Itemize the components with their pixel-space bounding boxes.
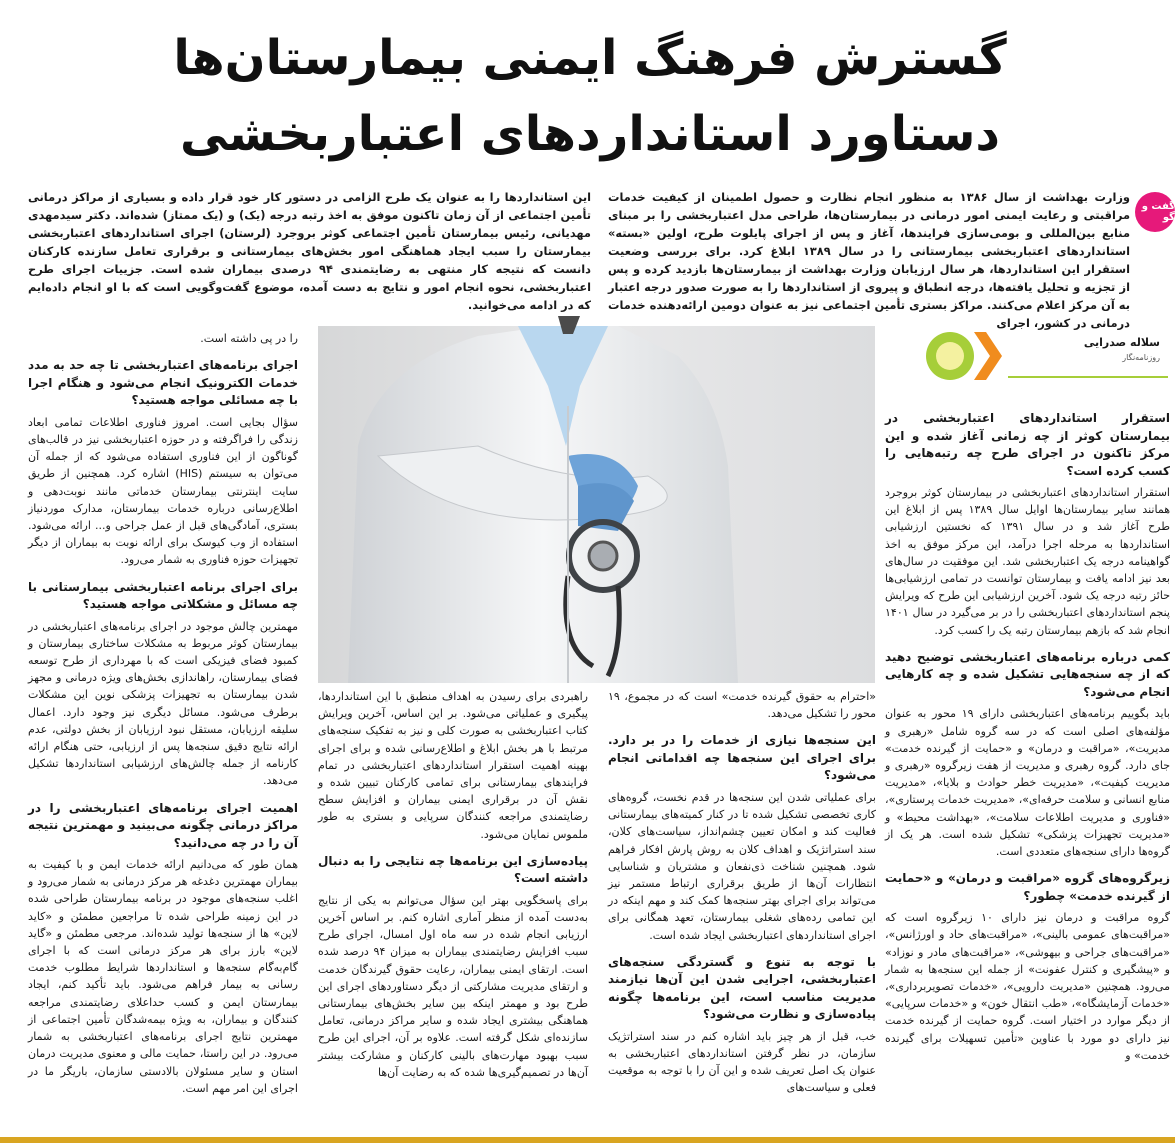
paragraph: باید بگوییم برنامه‌های اعتباربخشی دارای ۱۹ محور به عنوان مؤلفه‌های اصلی است که در سه گروه شامل «رهبری و مدیریت»، «مراقبت و درمان» و «حمایت از گیرنده خدمت» جای دارد. گروه رهبری و مدیریت از هفت زیرگروه «رهبری و مدیریت کیفیت»، «مدیریت خطر حوادث و بلایا»، «مدیریت منابع انسانی و سلامت حرفه‌ای»، «مدیریت خدمات پرستاری»، «فناوری و مدیریت اطلاعات سلامت»، «بهداشت محیط» و «مدیریت تجهیزات پزشکی» تشکیل شده است. هر یک از گروه‌ها دارای سنجه‌های متعددی است. xyxy=(885,707,1170,858)
paragraph: برای عملیاتی شدن این سنجه‌ها در قدم نخست، گروه‌های کاری تخصصی تشکیل شده تا در کنار کمیته‌های بیمارستانی فعالیت کند و امکان تعیین چشم‌انداز، سیاست‌های کلان، سند استراتژیک و اهداف کلان به روش پارش افکار فراهم شود. همچنین شناخت ذی‌نفعان و مشتریان و شناسایی انتظارات آن‌ها از طریق برقراری ارتباط مستمر نیز می‌تواند برای اجرای بهتر سنجه‌ها کمک کند و مهم اینکه در این تمامی رده‌های شغلی بیمارستان، تعهد همگانی برای اجرای استانداردهای اعتباربخشی ایجاد شده است. xyxy=(608,790,876,942)
paragraph: «احترام به حقوق گیرنده خدمت» است که در مجموع، ۱۹ محور را تشکیل می‌دهد. xyxy=(608,690,876,721)
bottom-rule xyxy=(0,1137,1175,1143)
interview-question: برای اجرای برنامه اعتباربخشی بیمارستانی با چه مسائل و مشکلاتی مواجه هستید؟ xyxy=(28,579,298,612)
interview-question: اهمیت اجرای برنامه‌های اعتباربخشی را در مراکز درمانی چگونه می‌بینید و مهمترین نتیجه آن را در چه می‌دانید؟ xyxy=(28,800,298,850)
headline-line-2: دستاورد استانداردهای اعتباربخشی xyxy=(179,106,1001,162)
paragraph: استقرار استانداردهای اعتباربخشی در بیمارستان کوثر بروجرد همانند سایر بیمارستان‌ها اوایل سال ۱۳۸۹ پس از ابلاغ این طرح آغاز شد و در سال ۱۳۹۱ که نخستین ارزشیابی استانداردها به مرحله اجرا درآمد، این مرکز موفق به اخذ گواهینامه درجه یک اعتباربخشی شد. این موفقیت در سال‌های بعد نیز ادامه یافت و بیمارستان توانست در تمامی ارزشیابی‌ها حائز رتبه درجه یک شود. آخرین ارزشیابی این طرح که ویرایش پنجم استانداردهای اعتباربخشی را در بر می‌گیرد در سال ۱۴۰۱ انجام شد که بازهم بیمارستان رتبه یک را کسب کرد. xyxy=(885,486,1170,637)
interview-question: اجرای برنامه‌های اعتباربخشی تا چه حد به مدد خدمات الکترونیک انجام می‌شود و هنگام اجرا با چه مسائلی مواجه هستید؟ xyxy=(28,358,298,408)
interview-question: زیرگروه‌های گروه «مراقبت و درمان» و «حمایت از گیرنده خدمت» چطور؟ xyxy=(885,871,1170,903)
paragraph: راهبردی برای رسیدن به اهداف منطبق با این استانداردها، پیگیری و عملیاتی می‌شود. بر این اساس، آخرین ویرایش کتاب اعتباربخشی به صورت کلی و نیز به تفکیک سنجه‌های مرتبط با هر بخش ابلاغ و اطلاع‌رسانی شده و برای اجرای بهینه اهمیت استقرار استانداردهای اعتباربخشی در تمام فرایندهای بیمارستانی برای تمامی کارکنان تبیین شده و نقش آن در برقراری ایمنی بیماران و افزایش سطح رضایتمندی مراجعه کنندگان سرپایی و بستری به طور ملموس نمایان می‌شود. xyxy=(318,690,588,841)
paragraph: خب، قبل از هر چیز باید اشاره کنم در سند استراتژیک سازمان، در نظر گرفتن استانداردهای اعتباربخشی به عنوان یک اصل تعریف شده و این آن را با توجه به موقعیت فعلی و سیاست‌های xyxy=(608,1029,876,1095)
column-left xyxy=(28,330,298,1136)
interview-question: این سنجه‌ها نیازی از خدمات را در بر دارد. برای اجرای این سنجه‌ها چه اقداماتی انجام می‌شود؟ xyxy=(608,733,876,783)
interview-question: کمی درباره برنامه‌های اعتباربخشی توضیح دهید که از چه سنجه‌هایی تشکیل شده و چه کارهایی انجام می‌شود؟ xyxy=(885,649,1170,699)
headline-line-1: گسترش فرهنگ ایمنی بیمارستان‌ها xyxy=(173,30,1007,86)
author-role: روزنامه‌نگار xyxy=(1122,353,1160,362)
interview-question: با توجه به تنوع و گستردگی سنجه‌های اعتباربخشی، اجرایی شدن این آن‌ها نیازمند مدیریت مناسب است، این برنامه‌ها چگونه پیاده‌سازی و نظارت می‌شود؟ xyxy=(608,954,876,1022)
intro-left: این استانداردها را به عنوان یک طرح الزامی در دستور کار خود قرار داده و بسیاری از مراکز درمانی تأمین اجتماعی از آن زمان تاکنون موفق به اخذ رتبه درجه (یک) و (یک ممتاز) شده‌اند. دکتر سیدمهدی مهدیانی، رئیس بیمارستان تأمین اجتماعی کوثر بروجرد (لرستان) اجرای استانداردهای اعتباربخشی بیمارستان را سبب ایجاد هماهنگی امور بخش‌های بیمارستانی و برقراری تعامل سازنده کارکنان دانست که نتیجه کار منتهی به رضایتمندی ۹۴ درصدی بیماران شده است. جزییات اجرای طرح اعتباربخشی، نحوه انجام امور و نتایج به دست آمده، موضوع گفت‌وگویی است که با او انجام داده‌ایم که در ادامه می‌خوانید. xyxy=(28,190,591,312)
author-box xyxy=(912,326,1170,386)
paragraph: برای پاسخگویی بهتر این سؤال می‌توانم به یکی از نتایج به‌دست آمده از منظر آماری اشاره کنم. بر اساس آخرین ارزیابی انجام شده در سه ماه اول امسال، اجرای طرح سبب افزایش رضایتمندی بیماران به میزان ۹۴ درصد شده است. ارتقای ایمنی بیماران، رعایت حقوق گیرندگان خدمت و ارتقای مدیریت مشارکتی از دیگر دستاوردهای اجرای این طرح بود و مهمتر اینکه بین سایر بخش‌های بیمارستانی هماهنگی بیشتری ایجاد شده و سایر مراکز درمانی، تعامل سازنده‌ای شکل گرفته است. علاوه بر آن، اجرای این طرح سبب بهبود مهارت‌های بالینی کارکنان و مشارکت بیشتر آن‌ها در تصمیم‌گیری‌ها شده که به رضایت آن‌ها xyxy=(318,893,588,1079)
paragraph: گروه مراقبت و درمان نیز دارای ۱۰ زیرگروه است که «مراقبت‌های عمومی بالینی»، «مراقبت‌های حاد و اورژانس»، «مراقبت‌های جراحی و بیهوشی»، «مراقبت‌های مادر و نوزاد» و «پیشگیری و کنترل عفونت» از جمله این سنجه‌ها به شمار می‌رود. همچنین «مدیریت دارویی»، «خدمات تصویربرداری»، «خدمات آزمایشگاه»، «طب انتقال خون» و «خدمات سرپایی» از دیگر موارد در اختیار است. گروه حمایت از گیرنده خدمت نیز دارای دو مورد با عناوین «تأمین تسهیلات برای گیرنده خدمت» و xyxy=(885,911,1170,1062)
column-mid-left xyxy=(318,688,588,1136)
author-banner-icon xyxy=(912,326,1022,386)
paragraph: را در پی داشته است. xyxy=(200,332,298,345)
column-right xyxy=(885,400,1170,1136)
intro-right: وزارت بهداشت از سال ۱۳۸۶ به منظور انجام نظارت و حصول اطمینان از کیفیت خدمات مراقبتی و رعایت ایمنی امور درمانی در بیمارستان‌ها، طراحی مدل اعتباربخشی را بر مبنای منابع بین‌المللی و بومی‌سازی فرایندها، آغاز و پس از اجرای پایلوت طرح، اولین «بسته» استانداردهای اعتباربخشی بیمارستانی را در سال ۱۳۸۹ ابلاغ کرد. برای بررسی وضعیت استقرار این استانداردها، هر سال ارزیابان وزارت بهداشت از بیمارستان‌ها بازدید کرده و پس از تجزیه و تحلیل یافته‌ها، درجه انطباق و پیروی از استانداردها را به صورت صدور درجه اعتبار به آن مرکز اعلام می‌کنند. مراکز بستری تأمین اجتماعی نیز به عنوان دومین ارائه‌دهنده خدمات درمانی در کشور، اجرای xyxy=(608,190,1130,330)
paragraph: مهمترین چالش موجود در اجرای برنامه‌های اعتباربخشی در بیمارستان کوثر مربوط به مشکلات ساختاری بیمارستان و کمبود فضای فیزیکی است که با مهرداری از طرح توسعه فضای بیمارستان، راهاندازی بخش‌های ویژه درمانی و مجهز شدن بیمارستان به تجهیزات پزشکی نوین این مشکلات برطرف می‌شود. مسائل دیگری نیز وجود دارد. اعمال سلیقه ارزیابان، مستقل نبود ارزیابان از بخش دولتی، عدم ارائه نتایج دقیق سنجه‌ها پس از ارزیابی، حتی هنگام ارائه کارنامه از جمله چالش‌های ارزشیابی استانداردها تشکیل می‌دهد. xyxy=(28,619,298,788)
author-name: سلاله صدرایی xyxy=(1083,336,1160,349)
interview-question: استقرار استانداردهای اعتباربخشی در بیمارستان کوثر از چه زمانی آغاز شده و این مرکز تاکنون در اجرای طرح چه رتبه‌هایی را کسب کرده است؟ xyxy=(885,411,1170,478)
article-photo xyxy=(318,326,875,683)
interview-badge: گفت و گو xyxy=(1135,192,1175,232)
column-mid-right xyxy=(608,688,876,1136)
paragraph: همان طور که می‌دانیم ارائه خدمات ایمن و با کیفیت به بیماران مهمترین دغدغه هر مرکز درمانی به شمار می‌رود و اغلب سنجه‌های موجود در برنامه بیمارستان طراحی شده در این زمینه طراحی شده تا مراجعین مطمئن و «کاید لاین» ها از سنجه‌ها تولید شده‌اند. مرجعی مطمئن و «گاید لاین» بارز برای هر مرکز درمانی است که با اجرای گام‌به‌گام سنجه‌ها و استانداردها شرایط مطلوب خدمت رسانی به بیمار فراهم می‌شود. باید تأکید کنم، ایجاد بیمارستان ایمن و کسب حداعلای رضایتمندی مراجعه کنندگان و بیماران، به ویژه بیمه‌شدگان تأمین اجتماعی از مهمترین نتایج اجرای برنامه‌های اعتباربخشی به شمار می‌رود. در این راستا، حمایت مالی و معنوی مدیریت درمان استان و سایر مسئولان بالادستی سازمان، باریگر ما در اجرای این امر مهم است. xyxy=(28,858,298,1095)
interview-question: پیاده‌سازی این برنامه‌ها چه نتایجی را به دنبال داشته است؟ xyxy=(318,853,588,886)
paragraph: سؤال بجایی است. امروز فناوری اطلاعات تمامی ابعاد زندگی را فراگرفته و در حوزه اعتباربخشی نیز در قالب‌های گوناگون از این فناوری استفاده می‌شود که از جمله آن می‌توان به سیستم (HIS) اشاره کرد. همچنین از طریق سایت اینترنتی بیمارستان خدماتی مانند نوبت‌دهی و اطلاع‌رسانی درباره خدمات بیمارستان، مدارک موردنیاز بستری، آمادگی‌های قبل از عمل جراحی و... ارائه می‌شود. استفاده از وب کیوسک برای ارائه نوبت به بیماران از دیگر تجهیزات حوزه فناوری به شمار می‌رود. xyxy=(28,415,298,567)
doctor-with-stethoscope-illustration xyxy=(318,326,875,683)
